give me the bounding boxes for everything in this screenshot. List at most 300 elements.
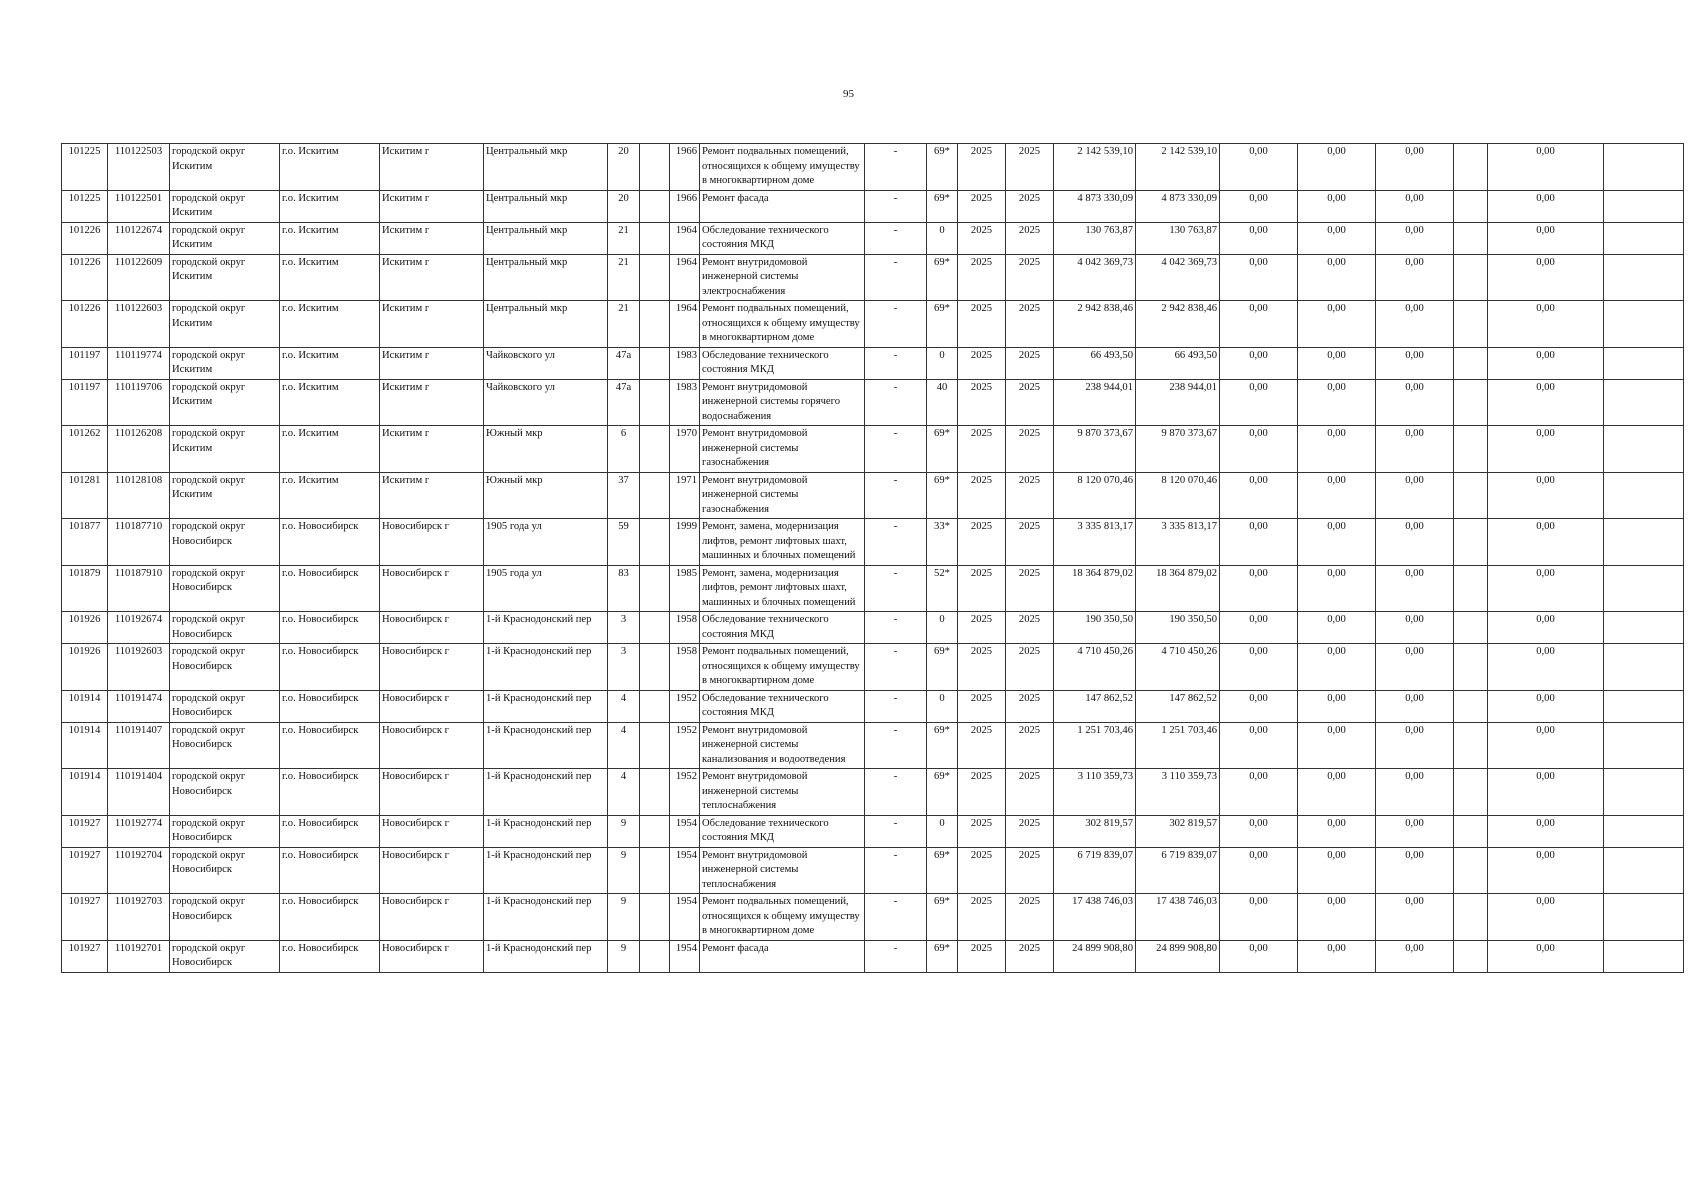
work-id-cell: 110122674 [108,222,170,254]
empty-cell-2 [1604,894,1684,941]
amount-cell-2: 0,00 [1298,612,1376,644]
building-cell [640,815,670,847]
cost-cell: 3 110 359,73 [1054,769,1136,816]
table-row [62,612,1684,644]
building-cell [640,940,670,972]
work-id-cell: 110122503 [108,144,170,191]
table-row [62,769,1684,816]
house-code-cell: 101926 [62,612,108,644]
amount-cell-2: 0,00 [1298,379,1376,426]
amount-cell-4: 0,00 [1488,565,1604,612]
locality-cell: Искитим г [380,254,484,301]
house-code-cell: 101197 [62,347,108,379]
year-from-cell: 2025 [958,379,1006,426]
locality-cell: Новосибирск г [380,894,484,941]
empty-cell-2 [1604,519,1684,566]
locality-cell: Новосибирск г [380,644,484,691]
table-row [62,940,1684,972]
amount-cell-4: 0,00 [1488,301,1604,348]
table-row [62,644,1684,691]
building-cell [640,190,670,222]
house-number-cell: 4 [608,690,640,722]
amount-cell-1: 0,00 [1220,519,1298,566]
amount-cell-1: 0,00 [1220,190,1298,222]
amount-cell-2: 0,00 [1298,940,1376,972]
wear-cell: 0 [927,690,958,722]
table-row [62,144,1684,191]
year-to-cell: 2025 [1006,722,1054,769]
house-number-cell: 47а [608,379,640,426]
total-cell: 66 493,50 [1136,347,1220,379]
total-cell: 3 335 813,17 [1136,519,1220,566]
work-id-cell: 110122609 [108,254,170,301]
total-cell: 238 944,01 [1136,379,1220,426]
year-built-cell: 1964 [670,301,700,348]
district-cell: городской округ Новосибирск [170,894,280,941]
amount-cell-2: 0,00 [1298,347,1376,379]
district-cell: городской округ Искитим [170,190,280,222]
table-row [62,222,1684,254]
empty-cell-1 [1454,894,1488,941]
work-type-cell: Обследование технического состояния МКД [700,690,865,722]
year-from-cell: 2025 [958,144,1006,191]
total-cell: 3 110 359,73 [1136,769,1220,816]
dash-cell: - [865,301,927,348]
dash-cell: - [865,847,927,894]
house-number-cell: 9 [608,894,640,941]
street-cell: Чайковского ул [484,347,608,379]
locality-cell: Новосибирск г [380,519,484,566]
empty-cell-1 [1454,940,1488,972]
locality-cell: Искитим г [380,301,484,348]
cost-cell: 66 493,50 [1054,347,1136,379]
amount-cell-3: 0,00 [1376,769,1454,816]
amount-cell-4: 0,00 [1488,940,1604,972]
house-code-cell: 101262 [62,426,108,473]
table-row [62,722,1684,769]
municipality-cell: г.о. Новосибирск [280,815,380,847]
municipality-cell: г.о. Новосибирск [280,940,380,972]
empty-cell-2 [1604,612,1684,644]
locality-cell: Новосибирск г [380,722,484,769]
municipality-cell: г.о. Новосибирск [280,722,380,769]
district-cell: городской округ Искитим [170,347,280,379]
year-to-cell: 2025 [1006,894,1054,941]
amount-cell-4: 0,00 [1488,815,1604,847]
municipality-cell: г.о. Новосибирск [280,847,380,894]
dash-cell: - [865,690,927,722]
cost-cell: 130 763,87 [1054,222,1136,254]
building-cell [640,565,670,612]
locality-cell: Новосибирск г [380,690,484,722]
locality-cell: Новосибирск г [380,769,484,816]
year-from-cell: 2025 [958,254,1006,301]
year-built-cell: 1952 [670,690,700,722]
amount-cell-1: 0,00 [1220,644,1298,691]
house-number-cell: 21 [608,222,640,254]
amount-cell-1: 0,00 [1220,940,1298,972]
year-built-cell: 1964 [670,254,700,301]
district-cell: городской округ Искитим [170,144,280,191]
locality-cell: Искитим г [380,222,484,254]
cost-cell: 4 042 369,73 [1054,254,1136,301]
work-type-cell: Ремонт внутридомовой инженерной системы канализования и водоотведения [700,722,865,769]
municipality-cell: г.о. Искитим [280,144,380,191]
work-id-cell: 110122603 [108,301,170,348]
house-number-cell: 9 [608,815,640,847]
house-code-cell: 101225 [62,190,108,222]
district-cell: городской округ Новосибирск [170,815,280,847]
empty-cell-2 [1604,565,1684,612]
amount-cell-4: 0,00 [1488,222,1604,254]
street-cell: Центральный мкр [484,301,608,348]
district-cell: городской округ Новосибирск [170,612,280,644]
empty-cell-1 [1454,769,1488,816]
amount-cell-4: 0,00 [1488,519,1604,566]
year-to-cell: 2025 [1006,301,1054,348]
year-from-cell: 2025 [958,519,1006,566]
amount-cell-3: 0,00 [1376,940,1454,972]
street-cell: Центральный мкр [484,190,608,222]
year-built-cell: 1999 [670,519,700,566]
table-row [62,847,1684,894]
amount-cell-2: 0,00 [1298,894,1376,941]
wear-cell: 69* [927,301,958,348]
district-cell: городской округ Искитим [170,472,280,519]
year-to-cell: 2025 [1006,769,1054,816]
house-number-cell: 20 [608,144,640,191]
year-to-cell: 2025 [1006,426,1054,473]
work-id-cell: 110191474 [108,690,170,722]
house-code-cell: 101226 [62,254,108,301]
building-cell [640,612,670,644]
wear-cell: 69* [927,644,958,691]
district-cell: городской округ Новосибирск [170,722,280,769]
street-cell: 1-й Краснодонский пер [484,940,608,972]
cost-cell: 24 899 908,80 [1054,940,1136,972]
street-cell: 1-й Краснодонский пер [484,690,608,722]
table-row [62,472,1684,519]
district-cell: городской округ Искитим [170,254,280,301]
amount-cell-2: 0,00 [1298,144,1376,191]
total-cell: 130 763,87 [1136,222,1220,254]
year-from-cell: 2025 [958,690,1006,722]
street-cell: 1-й Краснодонский пер [484,722,608,769]
amount-cell-3: 0,00 [1376,565,1454,612]
municipality-cell: г.о. Искитим [280,426,380,473]
wear-cell: 0 [927,612,958,644]
cost-cell: 190 350,50 [1054,612,1136,644]
house-number-cell: 47а [608,347,640,379]
year-built-cell: 1971 [670,472,700,519]
amount-cell-2: 0,00 [1298,222,1376,254]
locality-cell: Искитим г [380,379,484,426]
work-id-cell: 110122501 [108,190,170,222]
house-code-cell: 101914 [62,769,108,816]
amount-cell-3: 0,00 [1376,144,1454,191]
empty-cell-2 [1604,769,1684,816]
cost-cell: 147 862,52 [1054,690,1136,722]
house-code-cell: 101225 [62,144,108,191]
dash-cell: - [865,940,927,972]
dash-cell: - [865,254,927,301]
empty-cell-1 [1454,426,1488,473]
total-cell: 18 364 879,02 [1136,565,1220,612]
work-id-cell: 110191407 [108,722,170,769]
locality-cell: Новосибирск г [380,815,484,847]
year-built-cell: 1970 [670,426,700,473]
amount-cell-2: 0,00 [1298,426,1376,473]
year-to-cell: 2025 [1006,379,1054,426]
total-cell: 4 710 450,26 [1136,644,1220,691]
total-cell: 24 899 908,80 [1136,940,1220,972]
total-cell: 4 873 330,09 [1136,190,1220,222]
wear-cell: 69* [927,426,958,473]
year-built-cell: 1985 [670,565,700,612]
table-row [62,301,1684,348]
year-from-cell: 2025 [958,847,1006,894]
year-built-cell: 1958 [670,644,700,691]
street-cell: Центральный мкр [484,254,608,301]
amount-cell-3: 0,00 [1376,347,1454,379]
house-code-cell: 101879 [62,565,108,612]
municipality-cell: г.о. Новосибирск [280,644,380,691]
year-to-cell: 2025 [1006,519,1054,566]
cost-cell: 6 719 839,07 [1054,847,1136,894]
table-row [62,347,1684,379]
municipality-cell: г.о. Новосибирск [280,894,380,941]
table-row [62,815,1684,847]
empty-cell-1 [1454,565,1488,612]
amount-cell-1: 0,00 [1220,379,1298,426]
amount-cell-4: 0,00 [1488,847,1604,894]
municipality-cell: г.о. Искитим [280,472,380,519]
house-number-cell: 37 [608,472,640,519]
amount-cell-3: 0,00 [1376,190,1454,222]
work-type-cell: Ремонт подвальных помещений, относящихся к общему имуществу в многоквартирном доме [700,644,865,691]
year-built-cell: 1983 [670,379,700,426]
district-cell: городской округ Новосибирск [170,940,280,972]
street-cell: 1-й Краснодонский пер [484,894,608,941]
district-cell: городской округ Искитим [170,301,280,348]
amount-cell-2: 0,00 [1298,722,1376,769]
building-cell [640,222,670,254]
empty-cell-2 [1604,644,1684,691]
amount-cell-1: 0,00 [1220,722,1298,769]
dash-cell: - [865,644,927,691]
street-cell: 1-й Краснодонский пер [484,769,608,816]
amount-cell-1: 0,00 [1220,847,1298,894]
work-type-cell: Обследование технического состояния МКД [700,815,865,847]
house-number-cell: 9 [608,847,640,894]
total-cell: 1 251 703,46 [1136,722,1220,769]
empty-cell-1 [1454,472,1488,519]
house-code-cell: 101927 [62,847,108,894]
work-id-cell: 110191404 [108,769,170,816]
amount-cell-2: 0,00 [1298,847,1376,894]
building-cell [640,301,670,348]
empty-cell-2 [1604,472,1684,519]
house-code-cell: 101197 [62,379,108,426]
year-built-cell: 1952 [670,722,700,769]
amount-cell-4: 0,00 [1488,379,1604,426]
amount-cell-3: 0,00 [1376,222,1454,254]
year-built-cell: 1958 [670,612,700,644]
year-to-cell: 2025 [1006,940,1054,972]
year-from-cell: 2025 [958,301,1006,348]
empty-cell-2 [1604,347,1684,379]
building-cell [640,144,670,191]
building-cell [640,379,670,426]
year-built-cell: 1966 [670,144,700,191]
municipality-cell: г.о. Новосибирск [280,690,380,722]
building-cell [640,722,670,769]
work-id-cell: 110126208 [108,426,170,473]
amount-cell-4: 0,00 [1488,472,1604,519]
house-code-cell: 101927 [62,894,108,941]
municipality-cell: г.о. Искитим [280,254,380,301]
cost-cell: 4 873 330,09 [1054,190,1136,222]
work-id-cell: 110192701 [108,940,170,972]
amount-cell-4: 0,00 [1488,254,1604,301]
work-type-cell: Ремонт внутридомовой инженерной системы горячего водоснабжения [700,379,865,426]
street-cell: 1905 года ул [484,565,608,612]
amount-cell-2: 0,00 [1298,519,1376,566]
year-built-cell: 1966 [670,190,700,222]
building-cell [640,347,670,379]
house-number-cell: 59 [608,519,640,566]
empty-cell-1 [1454,612,1488,644]
house-code-cell: 101226 [62,301,108,348]
year-built-cell: 1954 [670,894,700,941]
year-to-cell: 2025 [1006,347,1054,379]
year-built-cell: 1954 [670,815,700,847]
building-cell [640,690,670,722]
district-cell: городской округ Новосибирск [170,769,280,816]
locality-cell: Новосибирск г [380,612,484,644]
empty-cell-1 [1454,815,1488,847]
empty-cell-2 [1604,940,1684,972]
table-row [62,690,1684,722]
municipality-cell: г.о. Искитим [280,379,380,426]
year-from-cell: 2025 [958,612,1006,644]
amount-cell-4: 0,00 [1488,347,1604,379]
dash-cell: - [865,612,927,644]
street-cell: 1905 года ул [484,519,608,566]
work-id-cell: 110119774 [108,347,170,379]
building-cell [640,894,670,941]
district-cell: городской округ Искитим [170,379,280,426]
year-to-cell: 2025 [1006,690,1054,722]
amount-cell-3: 0,00 [1376,612,1454,644]
dash-cell: - [865,472,927,519]
street-cell: Центральный мкр [484,144,608,191]
year-from-cell: 2025 [958,769,1006,816]
house-number-cell: 3 [608,644,640,691]
work-type-cell: Ремонт внутридомовой инженерной системы газоснабжения [700,426,865,473]
wear-cell: 69* [927,254,958,301]
house-code-cell: 101927 [62,815,108,847]
wear-cell: 69* [927,847,958,894]
year-built-cell: 1983 [670,347,700,379]
amount-cell-2: 0,00 [1298,190,1376,222]
dash-cell: - [865,190,927,222]
cost-cell: 8 120 070,46 [1054,472,1136,519]
locality-cell: Искитим г [380,472,484,519]
wear-cell: 69* [927,144,958,191]
amount-cell-1: 0,00 [1220,347,1298,379]
municipality-cell: г.о. Новосибирск [280,519,380,566]
locality-cell: Искитим г [380,426,484,473]
dash-cell: - [865,379,927,426]
cost-cell: 302 819,57 [1054,815,1136,847]
house-code-cell: 101914 [62,722,108,769]
amount-cell-2: 0,00 [1298,815,1376,847]
empty-cell-1 [1454,144,1488,191]
wear-cell: 0 [927,347,958,379]
cost-cell: 238 944,01 [1054,379,1136,426]
work-id-cell: 110192774 [108,815,170,847]
year-built-cell: 1964 [670,222,700,254]
work-id-cell: 110128108 [108,472,170,519]
empty-cell-2 [1604,222,1684,254]
amount-cell-1: 0,00 [1220,815,1298,847]
amount-cell-1: 0,00 [1220,222,1298,254]
cost-cell: 18 364 879,02 [1054,565,1136,612]
locality-cell: Искитим г [380,190,484,222]
wear-cell: 33* [927,519,958,566]
dash-cell: - [865,565,927,612]
locality-cell: Искитим г [380,347,484,379]
year-to-cell: 2025 [1006,222,1054,254]
building-cell [640,644,670,691]
cost-cell: 9 870 373,67 [1054,426,1136,473]
district-cell: городской округ Искитим [170,426,280,473]
work-id-cell: 110192703 [108,894,170,941]
page-number: 95 [843,88,854,100]
amount-cell-1: 0,00 [1220,612,1298,644]
total-cell: 9 870 373,67 [1136,426,1220,473]
total-cell: 2 142 539,10 [1136,144,1220,191]
house-number-cell: 4 [608,722,640,769]
year-to-cell: 2025 [1006,144,1054,191]
wear-cell: 69* [927,472,958,519]
empty-cell-1 [1454,379,1488,426]
dash-cell: - [865,769,927,816]
empty-cell-1 [1454,644,1488,691]
amount-cell-4: 0,00 [1488,690,1604,722]
municipality-cell: г.о. Искитим [280,190,380,222]
amount-cell-1: 0,00 [1220,690,1298,722]
street-cell: 1-й Краснодонский пер [484,815,608,847]
district-cell: городской округ Новосибирск [170,519,280,566]
empty-cell-1 [1454,301,1488,348]
district-cell: городской округ Новосибирск [170,565,280,612]
year-from-cell: 2025 [958,426,1006,473]
total-cell: 6 719 839,07 [1136,847,1220,894]
wear-cell: 69* [927,769,958,816]
work-type-cell: Ремонт, замена, модернизация лифтов, ремонт лифтовых шахт, машинных и блочных помещений [700,565,865,612]
house-code-cell: 101914 [62,690,108,722]
empty-cell-2 [1604,690,1684,722]
wear-cell: 52* [927,565,958,612]
empty-cell-1 [1454,222,1488,254]
year-to-cell: 2025 [1006,847,1054,894]
empty-cell-2 [1604,144,1684,191]
house-number-cell: 9 [608,940,640,972]
amount-cell-3: 0,00 [1376,722,1454,769]
amount-cell-2: 0,00 [1298,254,1376,301]
